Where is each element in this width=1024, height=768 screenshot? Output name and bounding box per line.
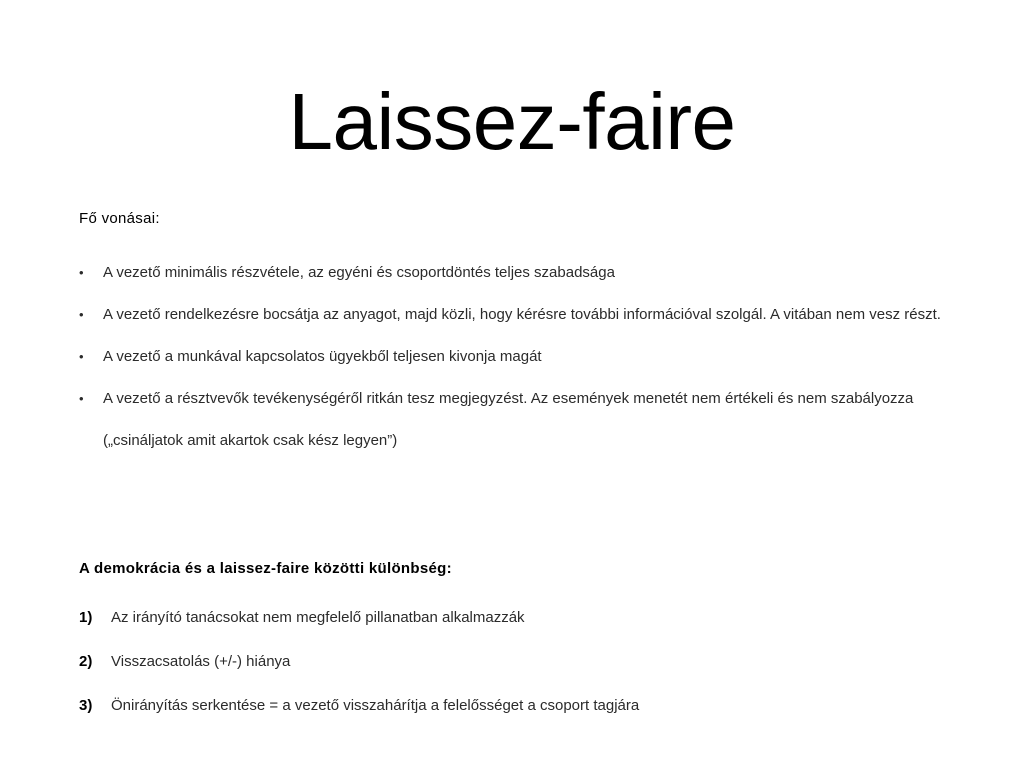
features-heading: Fő vonásai: — [79, 210, 160, 227]
list-item — [79, 336, 959, 378]
list-item — [79, 640, 959, 684]
bullet-note: („csináljatok amit akartok csak kész legyen”) — [103, 432, 398, 449]
item-number: 1) — [79, 609, 93, 626]
slide-title: Laissez-faire — [288, 77, 736, 166]
bullet-icon: • — [79, 349, 84, 364]
bullet-text: A vezető a munkával kapcsolatos ügyekből teljesen kivonja magát — [103, 348, 542, 365]
bullet-text: A vezető minimális részvétele, az egyéni és csoportdöntés teljes szabadsága — [103, 264, 615, 281]
difference-heading: A demokrácia és a laissez-faire közötti különbség: — [79, 560, 452, 577]
item-text: Önirányítás serkentése = a vezető visszahárítja a felelősséget a csoport tagjára — [111, 697, 640, 714]
list-item — [79, 684, 959, 728]
bullet-text: A vezető rendelkezésre bocsátja az anyagot, majd közli, hogy kérésre további információval szolgál. A vitában nem vesz részt. — [103, 306, 941, 323]
list-item — [79, 596, 959, 640]
item-text: Az irányító tanácsokat nem megfelelő pillanatban alkalmazzák — [111, 609, 525, 626]
list-item — [79, 378, 959, 462]
features-list — [79, 252, 959, 462]
bullet-icon: • — [79, 307, 84, 322]
list-item — [79, 252, 959, 294]
item-number: 3) — [79, 697, 93, 714]
list-item — [79, 294, 959, 336]
difference-list — [79, 596, 959, 728]
item-number: 2) — [79, 653, 93, 670]
bullet-text: A vezető a résztvevők tevékenységéről ritkán tesz megjegyzést. Az események menetét nem értékeli és nem szabályozza — [103, 390, 914, 407]
bullet-icon: • — [79, 391, 84, 406]
bullet-icon: • — [79, 265, 84, 280]
item-text: Visszacsatolás (+/-) hiánya — [111, 653, 291, 670]
